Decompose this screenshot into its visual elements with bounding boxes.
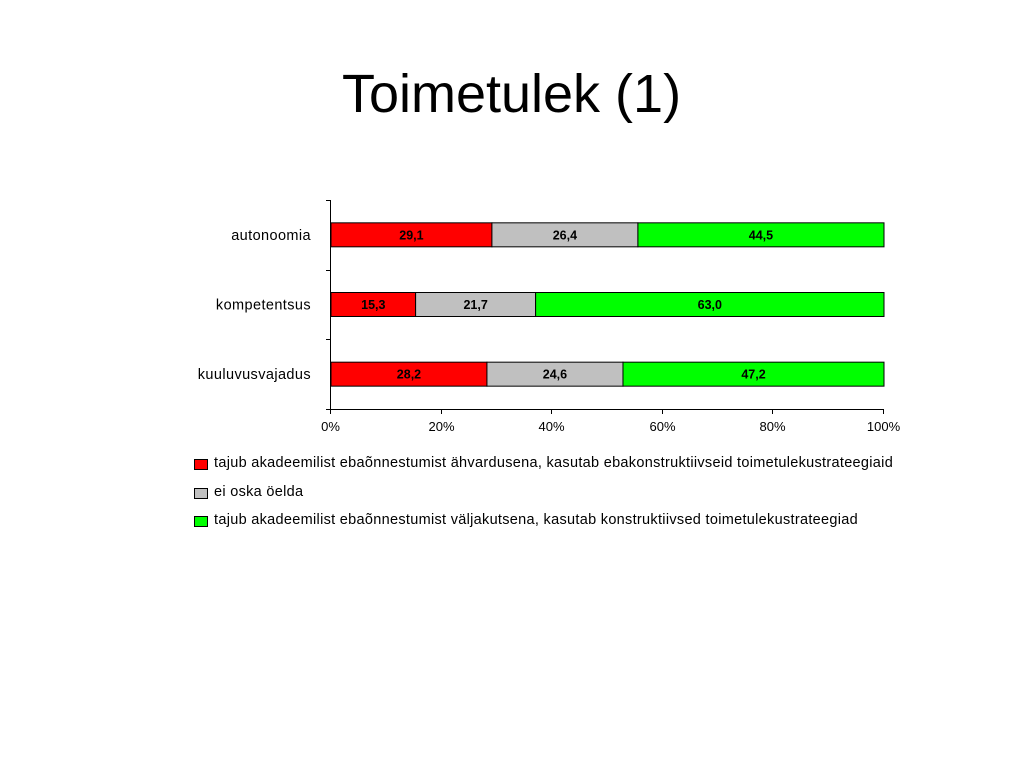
- x-tick-label: 40%: [538, 419, 565, 434]
- legend-label-unknown: ei oska öelda: [214, 485, 304, 500]
- category-label-kompetentsus: kompetentsus: [215, 297, 311, 314]
- slide-title: Toimetulek (1): [341, 64, 682, 124]
- x-tick-label: 80%: [759, 419, 786, 434]
- legend-swatch-green: [194, 516, 208, 527]
- category-label-autonoomia: autonoomia: [231, 227, 311, 244]
- data-label: 28,2: [396, 367, 422, 382]
- x-tick-label: 0%: [321, 419, 340, 434]
- category-label-kuuluvusvajadus: kuuluvusvajadus: [197, 367, 311, 384]
- x-tick-label: 20%: [428, 419, 455, 434]
- data-label: 63,0: [697, 298, 722, 312]
- legend-swatch-red: [194, 459, 208, 470]
- data-label: 15,3: [361, 298, 386, 312]
- legend-swatch-gray: [194, 488, 208, 499]
- legend-label-threat: tajub akadeemilist ebaõnnestumist ähvardusena, kasutab ebakonstruktiivseid toimetulekustrateegiaid: [214, 456, 894, 471]
- data-label: 29,1: [399, 228, 424, 243]
- data-label: 47,2: [741, 367, 766, 382]
- x-tick-label: 100%: [866, 419, 901, 434]
- data-label: 21,7: [463, 298, 488, 312]
- legend-label-challenge: tajub akadeemilist ebaõnnestumist väljakutsena, kasutab konstruktiivsed toimetulekustrateegiad: [214, 513, 858, 528]
- x-tick-label: 60%: [649, 419, 676, 434]
- data-label: 24,6: [542, 367, 568, 382]
- data-label: 26,4: [552, 228, 578, 243]
- data-label: 44,5: [748, 228, 774, 243]
